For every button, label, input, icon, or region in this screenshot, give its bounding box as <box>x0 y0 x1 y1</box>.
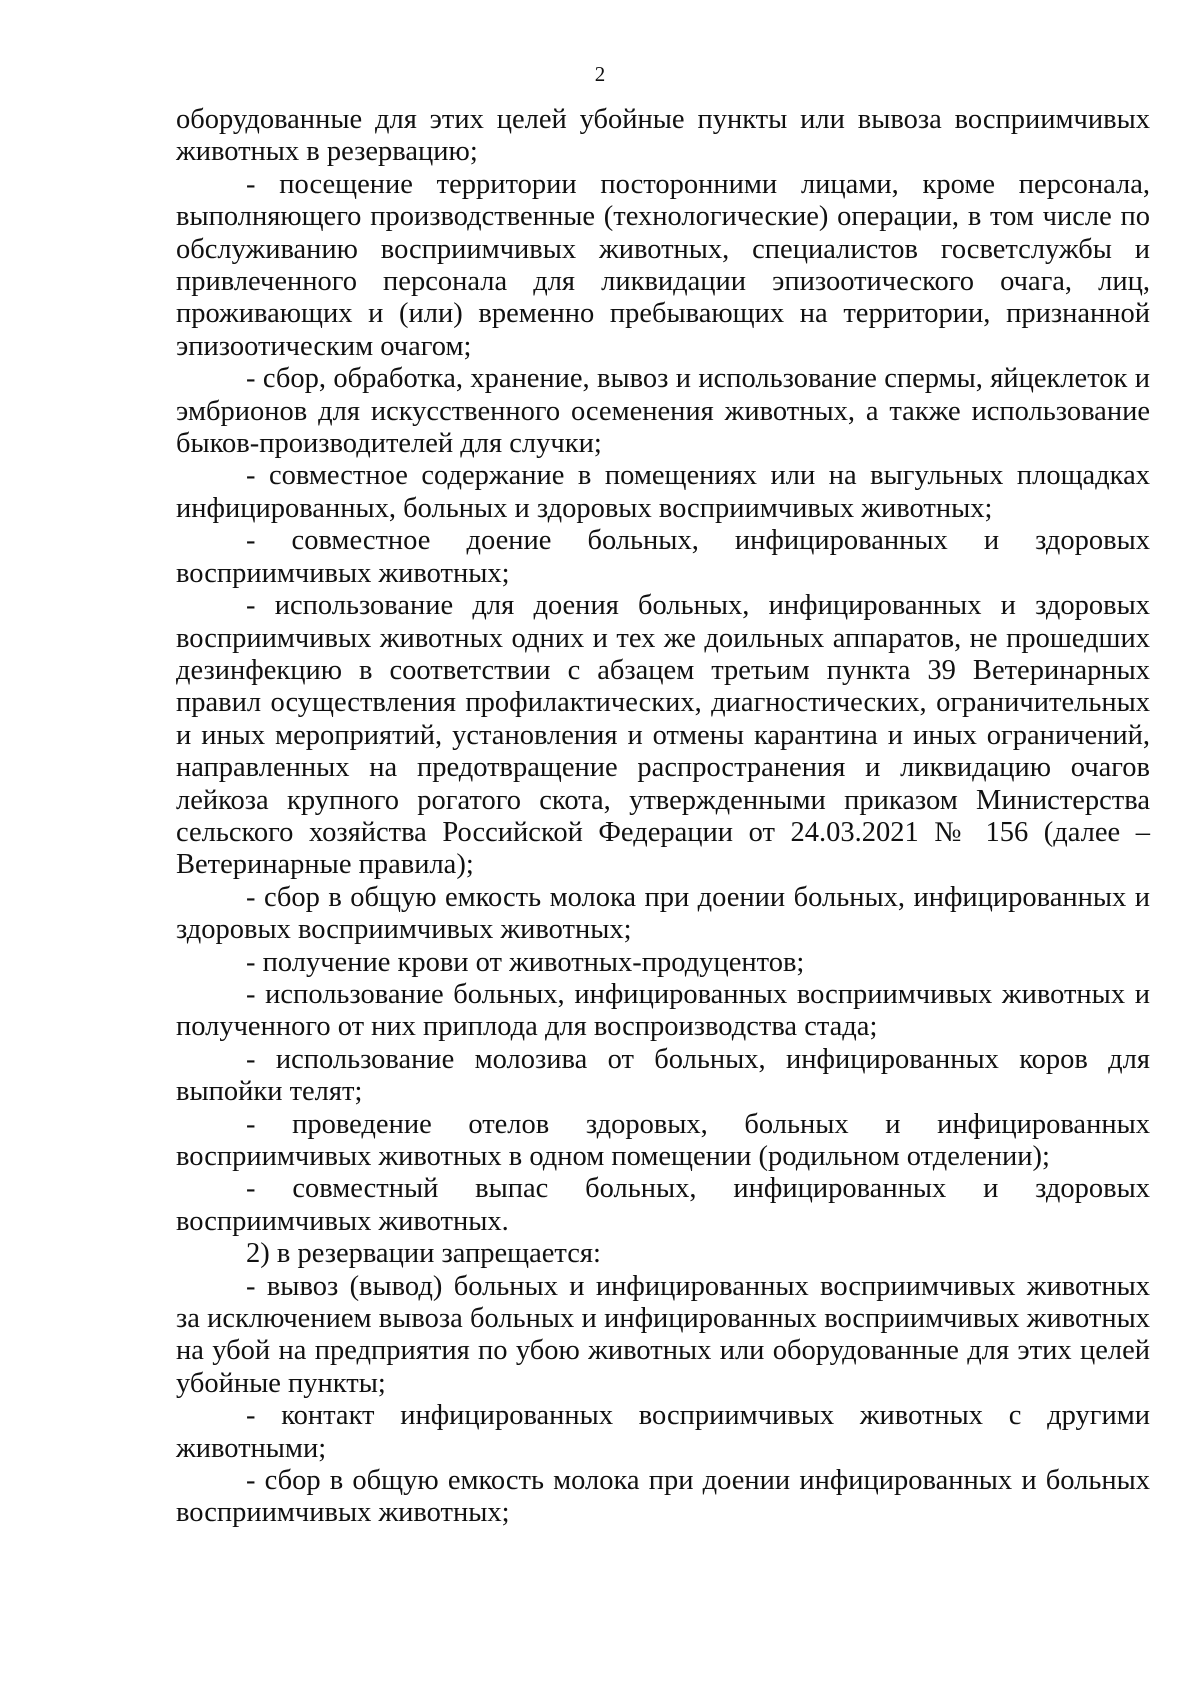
paragraph-continuation: оборудованные для этих целей убойные пункты или вывоза восприимчивых животных в резервацию; <box>176 104 1150 168</box>
paragraph-item: - посещение территории посторонними лицами, кроме персонала, выполняющего производственные (технологические) операции, в том числе по обслуживанию восприимчивых животных, специалистов госветслужбы и привлеченного персонала для ликвидации эпизоотического очага, лиц, проживающих и (или) временно пребывающих на территории, признанной эпизоотическим очагом; <box>176 168 1150 362</box>
paragraph-item: - совместное содержание в помещениях или на выгульных площадках инфицированных, больных и здоровых восприимчивых животных; <box>176 460 1150 524</box>
paragraph-item: - сбор в общую емкость молока при доении инфицированных и больных восприимчивых животных; <box>176 1465 1150 1529</box>
paragraph-item: - использование для доения больных, инфицированных и здоровых восприимчивых животных одних и тех же доильных аппаратов, не прошедших дезинфекцию в соответствии с абзацем третьим пункта 39 Ветеринарных правил осуществления профилактических, диагностических, ограничительных и иных мероприятий, установления и отмены карантина и иных ограничений, направленных на предотвращение распространения и ликвидацию очагов лейкоза крупного рогатого скота, утвержденными приказом Министерства сельского хозяйства Российской Федерации от 24.03.2021 № 156 (далее – Ветеринарные правила); <box>176 590 1150 881</box>
document-body <box>176 104 1150 1530</box>
paragraph-item: - вывоз (вывод) больных и инфицированных восприимчивых животных за исключением вывоза больных и инфицированных восприимчивых животных на убой на предприятия по убою животных или оборудованные для этих целей убойные пункты; <box>176 1270 1150 1399</box>
paragraph-item: - использование молозива от больных, инфицированных коров для выпойки телят; <box>176 1043 1150 1108</box>
section-heading: 2) в резервации запрещается: <box>246 1238 601 1270</box>
paragraph-item: - совместное доение больных, инфицированных и здоровых восприимчивых животных; <box>176 525 1150 589</box>
paragraph-item: - сбор в общую емкость молока при доении больных, инфицированных и здоровых восприимчивых животных; <box>176 881 1150 946</box>
paragraph-item: - проведение отелов здоровых, больных и инфицированных восприимчивых животных в одном помещении (родильном отделении); <box>176 1108 1150 1172</box>
paragraph-item: - использование больных, инфицированных восприимчивых животных и полученного от них приплода для воспроизводства стада; <box>176 978 1150 1043</box>
paragraph-item: - сбор, обработка, хранение, вывоз и использование спермы, яйцеклеток и эмбрионов для искусственного осеменения животных, а также использование быков-производителей для случки; <box>176 363 1150 460</box>
paragraph-item: - получение крови от животных-продуцентов; <box>246 946 805 978</box>
paragraph-item: - контакт инфицированных восприимчивых животных с другими животными; <box>176 1400 1150 1464</box>
paragraph-item: - совместный выпас больных, инфицированных и здоровых восприимчивых животных. <box>176 1173 1150 1237</box>
page-number: 2 <box>594 62 606 86</box>
